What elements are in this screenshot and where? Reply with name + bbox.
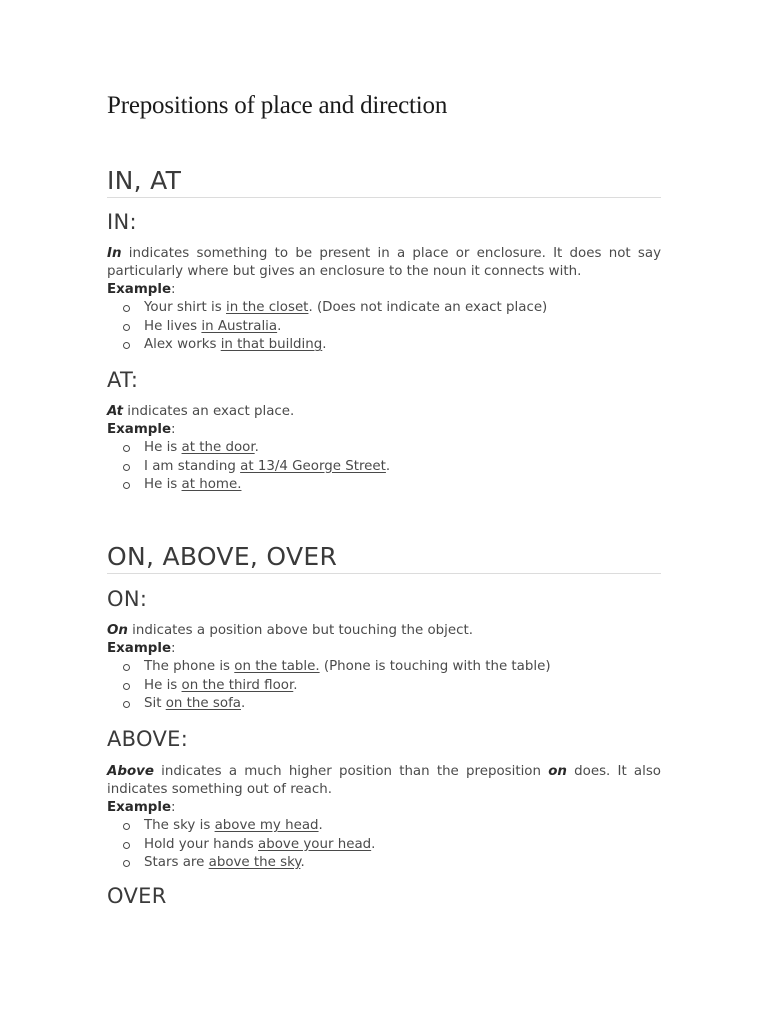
list-item: He is on the third floor. [123, 677, 661, 696]
above-content [107, 763, 661, 873]
list-item: He is at the door. [123, 439, 661, 458]
circle-bullet-icon [123, 445, 130, 452]
section-in-at [107, 166, 661, 198]
circle-bullet-icon [123, 482, 130, 489]
example-list-at [107, 439, 661, 495]
in-description: In indicates something to be present in a place or enclosure. It does not say particularly where but gives an enclosure to the noun it connects with. [107, 246, 661, 279]
list-item: Alex works in that building. [123, 336, 661, 355]
subsection-in [107, 210, 661, 234]
example-list-in [107, 299, 661, 355]
term-at: At [107, 404, 124, 419]
section-on-above-over [107, 542, 661, 574]
subheading-in: IN: [107, 210, 137, 234]
list-item: Sit on the sofa. [123, 695, 661, 714]
example-label: Example: [107, 282, 176, 297]
circle-bullet-icon [123, 683, 130, 690]
list-item: The phone is on the table. (Phone is touching with the table) [123, 658, 661, 677]
circle-bullet-icon [123, 664, 130, 671]
circle-bullet-icon [123, 823, 130, 830]
subsection-on [107, 587, 661, 611]
above-description: Above indicates a much higher position than the preposition on does. It also indicates something out of reach. [107, 764, 661, 797]
subheading-above: ABOVE: [107, 727, 189, 751]
list-item: Hold your hands above your head. [123, 836, 661, 855]
circle-bullet-icon [123, 342, 130, 349]
circle-bullet-icon [123, 842, 130, 849]
on-description: On indicates a position above but touching the object. [107, 623, 473, 638]
example-label: Example: [107, 641, 176, 656]
list-item: Stars are above the sky. [123, 854, 661, 873]
example-label: Example: [107, 422, 176, 437]
subheading-at: AT: [107, 368, 139, 392]
list-item: He is at home. [123, 476, 661, 495]
circle-bullet-icon [123, 701, 130, 708]
subsection-above [107, 727, 661, 751]
subheading-over: OVER [107, 884, 167, 908]
section-heading-in-at: IN, AT [107, 166, 661, 198]
list-item: He lives in Australia. [123, 318, 661, 337]
list-item: The sky is above my head. [123, 817, 661, 836]
list-item: Your shirt is in the closet. (Does not indicate an exact place) [123, 299, 661, 318]
example-label: Example: [107, 800, 176, 815]
term-on-inline: on [548, 764, 567, 779]
on-content [107, 622, 661, 714]
in-content [107, 245, 661, 355]
term-on: On [107, 623, 128, 638]
at-description: At indicates an exact place. [107, 404, 295, 419]
page-title: Prepositions of place and direction [107, 92, 448, 119]
example-list-above [107, 817, 661, 873]
example-list-on [107, 658, 661, 714]
term-in: In [107, 246, 122, 261]
circle-bullet-icon [123, 860, 130, 867]
term-above: Above [107, 764, 154, 779]
subsection-at [107, 368, 661, 392]
circle-bullet-icon [123, 464, 130, 471]
subsection-over [107, 884, 661, 908]
circle-bullet-icon [123, 324, 130, 331]
section-heading-on-above-over: ON, ABOVE, OVER [107, 542, 661, 574]
circle-bullet-icon [123, 305, 130, 312]
subheading-on: ON: [107, 587, 148, 611]
list-item: I am standing at 13/4 George Street. [123, 458, 661, 477]
at-content [107, 403, 661, 495]
